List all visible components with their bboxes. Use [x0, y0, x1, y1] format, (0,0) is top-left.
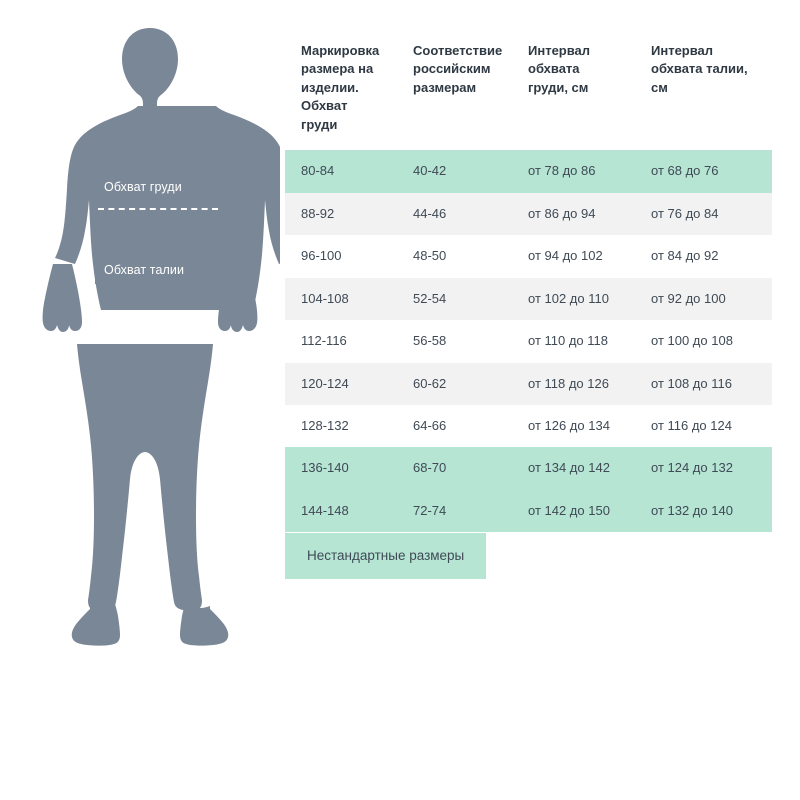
- cell-chest-range: от 142 до 150: [528, 502, 610, 518]
- cell-russian-size: 68-70: [413, 460, 447, 476]
- cell-chest-range: от 126 до 134: [528, 417, 610, 433]
- cell-marking: 112-116: [301, 333, 347, 349]
- cell-russian-size: 40-42: [413, 163, 447, 179]
- table-row: [285, 320, 772, 362]
- cell-russian-size: 48-50: [413, 248, 447, 264]
- table-row: [285, 490, 772, 532]
- size-table-body: [285, 150, 772, 532]
- cell-marking: 136-140: [301, 460, 349, 476]
- cell-chest-range: от 86 до 94: [528, 205, 596, 221]
- cell-waist-range: от 100 до 108: [651, 333, 733, 349]
- cell-russian-size: 64-66: [413, 417, 447, 433]
- column-header-marking: Маркировка размера на изделии. Обхват груди: [301, 43, 380, 132]
- cell-chest-range: от 78 до 86: [528, 163, 596, 179]
- cell-marking: 104-108: [301, 290, 349, 306]
- cell-waist-range: от 92 до 100: [651, 290, 726, 306]
- column-header-russian-size: Соответствие российским размерам: [413, 43, 503, 95]
- column-header-chest-range: Интервал обхвата груди, см: [528, 43, 591, 95]
- cell-russian-size: 52-54: [413, 290, 447, 306]
- cell-marking: 80-84: [301, 163, 335, 179]
- table-row: [285, 447, 772, 489]
- cell-marking: 88-92: [301, 205, 335, 221]
- cell-waist-range: от 76 до 84: [651, 205, 719, 221]
- waist-measure-line: [112, 312, 208, 314]
- cell-chest-range: от 134 до 142: [528, 460, 610, 476]
- body-figure: [20, 20, 280, 650]
- cell-waist-range: от 108 до 116: [651, 375, 732, 391]
- cell-waist-range: от 84 до 92: [651, 248, 719, 264]
- cell-chest-range: от 102 до 110: [528, 290, 609, 306]
- cell-waist-range: от 116 до 124: [651, 417, 732, 433]
- chest-measure-label: Обхват груди: [95, 175, 191, 201]
- table-row: [285, 363, 772, 405]
- cell-waist-range: от 124 до 132: [651, 460, 733, 476]
- cell-chest-range: от 110 до 118: [528, 333, 608, 349]
- cell-russian-size: 60-62: [413, 375, 447, 391]
- cell-marking: 128-132: [301, 417, 349, 433]
- cell-chest-range: от 118 до 126: [528, 375, 609, 391]
- table-row: [285, 405, 772, 447]
- cell-waist-range: от 68 до 76: [651, 163, 719, 179]
- cell-russian-size: 56-58: [413, 333, 447, 349]
- cell-chest-range: от 94 до 102: [528, 248, 603, 264]
- table-row: [285, 278, 772, 320]
- table-header-row: [285, 28, 772, 150]
- table-row: [285, 193, 772, 235]
- cell-marking: 144-148: [301, 502, 349, 518]
- table-row: [285, 150, 772, 192]
- cell-waist-range: от 132 до 140: [651, 502, 733, 518]
- column-header-waist-range: Интервал обхвата талии, см: [651, 43, 748, 95]
- cell-russian-size: 72-74: [413, 502, 447, 518]
- male-body-silhouette-icon: [20, 20, 280, 650]
- size-table: [285, 28, 772, 532]
- size-table-container: [285, 28, 772, 532]
- nonstandard-sizes-button[interactable]: Нестандартные размеры: [285, 533, 486, 579]
- cell-russian-size: 44-46: [413, 205, 447, 221]
- chest-measure-line: [98, 208, 218, 210]
- table-row: [285, 235, 772, 277]
- waist-measure-label: Обхват талии: [95, 258, 193, 284]
- cell-marking: 120-124: [301, 375, 349, 391]
- cell-marking: 96-100: [301, 248, 342, 264]
